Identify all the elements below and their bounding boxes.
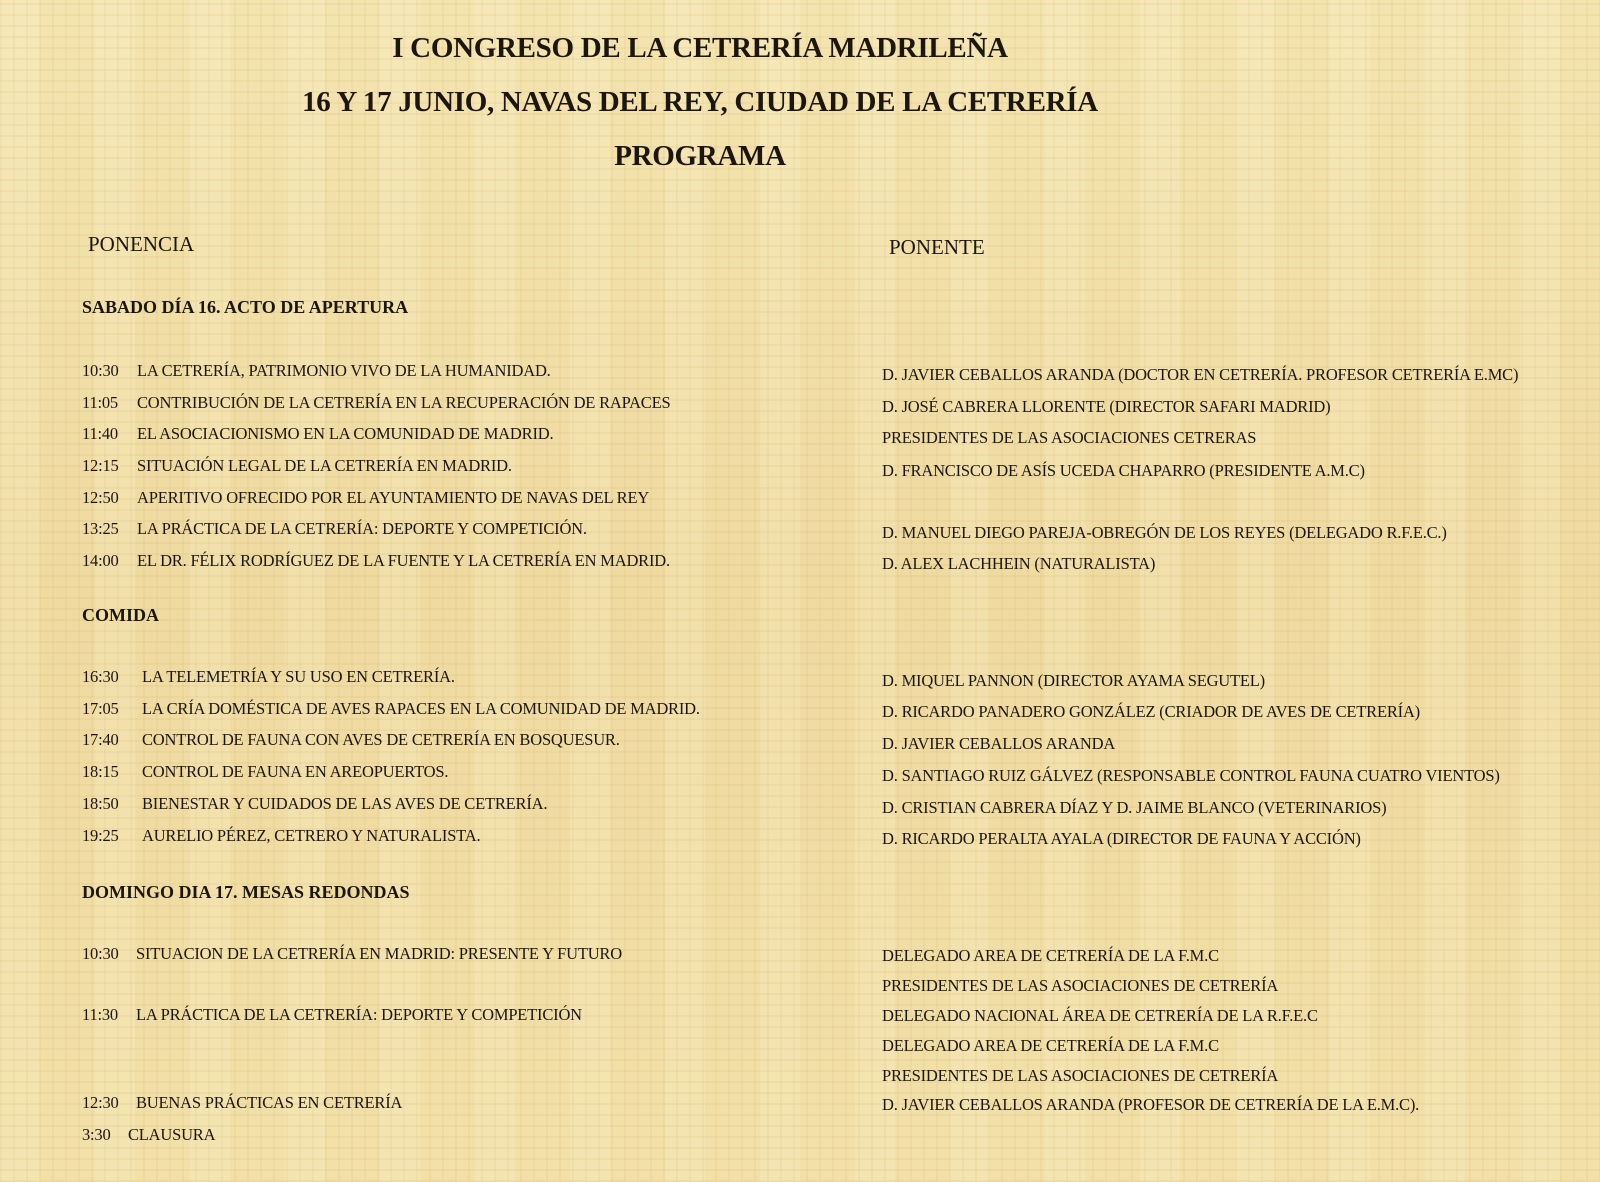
schedule-row: [82, 944, 622, 964]
speaker-name: PRESIDENTES DE LAS ASOCIACIONES DE CETRERÍA: [882, 976, 1279, 995]
talk-column-header: PONENCIA: [88, 232, 195, 256]
schedule-row: [82, 456, 512, 476]
talk-time: 14:00: [82, 551, 119, 570]
talk-time: 3:30: [82, 1125, 111, 1144]
speaker-name: D. JOSÉ CABRERA LLORENTE (DIRECTOR SAFARI MADRID): [882, 397, 1331, 416]
program-heading: PROGRAMA: [614, 140, 786, 172]
talk-title: LA PRÁCTICA DE LA CETRERÍA: DEPORTE Y COMPETICIÓN.: [137, 519, 587, 538]
schedule-row: [82, 826, 481, 846]
talk-time: 16:30: [82, 667, 119, 686]
talk-time: 11:30: [82, 1005, 118, 1024]
speaker-name: D. RICARDO PANADERO GONZÁLEZ (CRIADOR DE AVES DE CETRERÍA): [882, 702, 1420, 721]
talk-title: LA TELEMETRÍA Y SU USO EN CETRERÍA.: [142, 667, 455, 686]
schedule-row: [82, 361, 551, 381]
talk-time: 13:25: [82, 519, 119, 538]
talk-title: SITUACIÓN LEGAL DE LA CETRERÍA EN MADRID.: [137, 456, 512, 475]
talk-time: 18:15: [82, 762, 119, 781]
schedule-row: [82, 667, 455, 687]
talk-time: 10:30: [82, 361, 119, 380]
schedule-row: [82, 1093, 403, 1113]
talk-title: CONTRIBUCIÓN DE LA CETRERÍA EN LA RECUPERACIÓN DE RAPACES: [137, 393, 671, 412]
schedule-row: [82, 393, 671, 413]
schedule-row: [82, 730, 620, 750]
talk-time: 11:40: [82, 424, 118, 443]
talk-title: LA CETRERÍA, PATRIMONIO VIVO DE LA HUMANIDAD.: [137, 361, 551, 380]
speaker-name: D. ALEX LACHHEIN (NATURALISTA): [882, 554, 1156, 573]
talk-title: AURELIO PÉREZ, CETRERO Y NATURALISTA.: [142, 826, 481, 845]
speaker-name: D. MANUEL DIEGO PAREJA-OBREGÓN DE LOS REYES (DELEGADO R.F.E.C.): [882, 523, 1447, 542]
speaker-name: DELEGADO AREA DE CETRERÍA DE LA F.M.C: [882, 1036, 1219, 1055]
speaker-column-header: PONENTE: [889, 235, 985, 259]
schedule-row: [82, 519, 587, 539]
speaker-name: D. CRISTIAN CABRERA DÍAZ Y D. JAIME BLANCO (VETERINARIOS): [882, 798, 1387, 817]
schedule-row: [82, 424, 554, 444]
saturday-heading: SABADO DÍA 16. ACTO DE APERTURA: [82, 297, 409, 317]
sunday-heading: DOMINGO DIA 17. MESAS REDONDAS: [82, 882, 410, 902]
speaker-name: PRESIDENTES DE LAS ASOCIACIONES DE CETRERÍA: [882, 1066, 1279, 1085]
talk-time: 17:05: [82, 699, 119, 718]
schedule-row: [82, 488, 650, 508]
talk-title: LA PRÁCTICA DE LA CETRERÍA: DEPORTE Y COMPETICIÓN: [136, 1005, 582, 1024]
talk-time: 12:15: [82, 456, 119, 475]
talk-time: 19:25: [82, 826, 119, 845]
page-subtitle: 16 Y 17 JUNIO, NAVAS DEL REY, CIUDAD DE LA CETRERÍA: [302, 86, 1098, 118]
talk-title: APERITIVO OFRECIDO POR EL AYUNTAMIENTO DE NAVAS DEL REY: [137, 488, 650, 507]
speaker-name: DELEGADO NACIONAL ÁREA DE CETRERÍA DE LA R.F.E.C: [882, 1006, 1318, 1025]
talk-title: CLAUSURA: [128, 1125, 216, 1144]
speaker-name: D. JAVIER CEBALLOS ARANDA (DOCTOR EN CETRERÍA. PROFESOR CETRERÍA E.MC): [882, 365, 1519, 384]
talk-time: 12:30: [82, 1093, 119, 1112]
talk-title: EL DR. FÉLIX RODRÍGUEZ DE LA FUENTE Y LA CETRERÍA EN MADRID.: [137, 551, 670, 570]
speaker-name: D. RICARDO PERALTA AYALA (DIRECTOR DE FAUNA Y ACCIÓN): [882, 829, 1361, 848]
schedule-row: [82, 551, 670, 571]
speaker-name: D. MIQUEL PANNON (DIRECTOR AYAMA SEGUTEL): [882, 671, 1265, 690]
speaker-name: D. FRANCISCO DE ASÍS UCEDA CHAPARRO (PRESIDENTE A.M.C): [882, 461, 1365, 480]
talk-time: 12:50: [82, 488, 119, 507]
talk-title: BIENESTAR Y CUIDADOS DE LAS AVES DE CETRERÍA.: [142, 794, 548, 813]
schedule-row: [82, 1125, 216, 1145]
schedule-row: [82, 762, 449, 782]
talk-title: EL ASOCIACIONISMO EN LA COMUNIDAD DE MADRID.: [137, 424, 554, 443]
schedule-row: [82, 1005, 582, 1025]
page-title: I CONGRESO DE LA CETRERÍA MADRILEÑA: [392, 32, 1008, 64]
talk-time: 11:05: [82, 393, 118, 412]
speaker-name: D. JAVIER CEBALLOS ARANDA (PROFESOR DE CETRERÍA DE LA E.M.C).: [882, 1095, 1420, 1114]
speaker-name: PRESIDENTES DE LAS ASOCIACIONES CETRERAS: [882, 428, 1257, 447]
speaker-name: D. SANTIAGO RUIZ GÁLVEZ (RESPONSABLE CONTROL FAUNA CUATRO VIENTOS): [882, 766, 1500, 785]
schedule-row: [82, 699, 700, 719]
talk-title: SITUACION DE LA CETRERÍA EN MADRID: PRESENTE Y FUTURO: [136, 944, 622, 963]
lunch-heading: COMIDA: [82, 605, 159, 625]
speaker-name: D. JAVIER CEBALLOS ARANDA: [882, 734, 1116, 753]
talk-title: LA CRÍA DOMÉSTICA DE AVES RAPACES EN LA COMUNIDAD DE MADRID.: [142, 699, 700, 718]
talk-time: 10:30: [82, 944, 119, 963]
talk-title: BUENAS PRÁCTICAS EN CETRERÍA: [136, 1093, 403, 1112]
talk-title: CONTROL DE FAUNA CON AVES DE CETRERÍA EN BOSQUESUR.: [142, 730, 620, 749]
speaker-name: DELEGADO AREA DE CETRERÍA DE LA F.M.C: [882, 946, 1219, 965]
talk-title: CONTROL DE FAUNA EN AREOPUERTOS.: [142, 762, 449, 781]
schedule-row: [82, 794, 548, 814]
talk-time: 17:40: [82, 730, 119, 749]
talk-time: 18:50: [82, 794, 119, 813]
